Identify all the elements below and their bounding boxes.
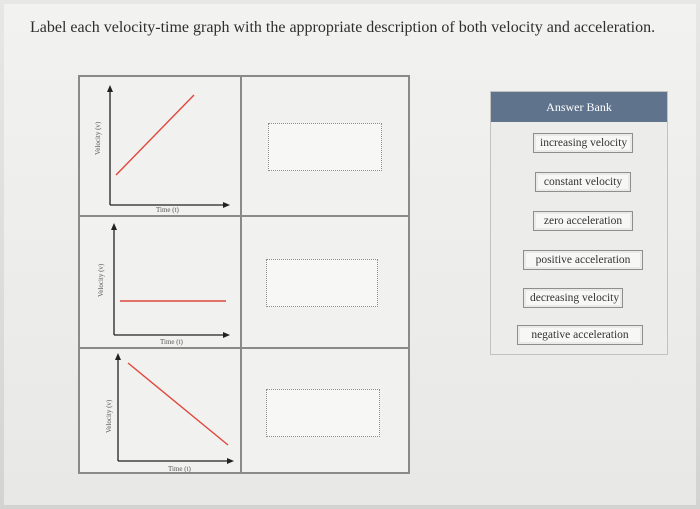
graph-3-line bbox=[128, 363, 228, 445]
drop-target-3[interactable] bbox=[266, 389, 380, 437]
answer-bank-title: Answer Bank bbox=[491, 92, 667, 122]
drop-cell-2 bbox=[241, 216, 409, 348]
answer-bank bbox=[490, 91, 668, 355]
answer-chip-increasing-velocity[interactable]: increasing velocity bbox=[533, 133, 633, 153]
graph-2-ylabel: Velocity (v) bbox=[97, 263, 105, 297]
instruction-text: Label each velocity-time graph with the appropriate description of both velocity and acceleration. bbox=[30, 19, 656, 36]
graph-1-xlabel: Time (t) bbox=[156, 206, 179, 214]
answer-chip-zero-acceleration[interactable]: zero acceleration bbox=[533, 211, 633, 231]
graph-1-ylabel: Velocity (v) bbox=[94, 121, 102, 155]
graph-cell-2 bbox=[79, 216, 241, 348]
graph-3-ylabel: Velocity (v) bbox=[105, 399, 113, 433]
drop-cell-1 bbox=[241, 76, 409, 216]
graph-3-plot bbox=[80, 349, 240, 474]
answer-chip-positive-acceleration[interactable]: positive acceleration bbox=[523, 250, 643, 270]
answer-chip-negative-acceleration[interactable]: negative acceleration bbox=[517, 325, 643, 345]
drop-cell-3 bbox=[241, 348, 409, 473]
answer-chip-constant-velocity[interactable]: constant velocity bbox=[535, 172, 631, 192]
drop-target-2[interactable] bbox=[266, 259, 378, 307]
graph-1-plot bbox=[80, 77, 240, 217]
graph-1-line bbox=[116, 95, 194, 175]
graph-cell-1 bbox=[79, 76, 241, 216]
graph-cell-3 bbox=[79, 348, 241, 473]
graph-grid bbox=[78, 75, 410, 474]
answer-chip-decreasing-velocity[interactable]: decreasing velocity bbox=[523, 288, 623, 308]
graph-2-xlabel: Time (t) bbox=[160, 338, 183, 346]
graph-3-xlabel: Time (t) bbox=[168, 465, 191, 473]
drop-target-1[interactable] bbox=[268, 123, 382, 171]
